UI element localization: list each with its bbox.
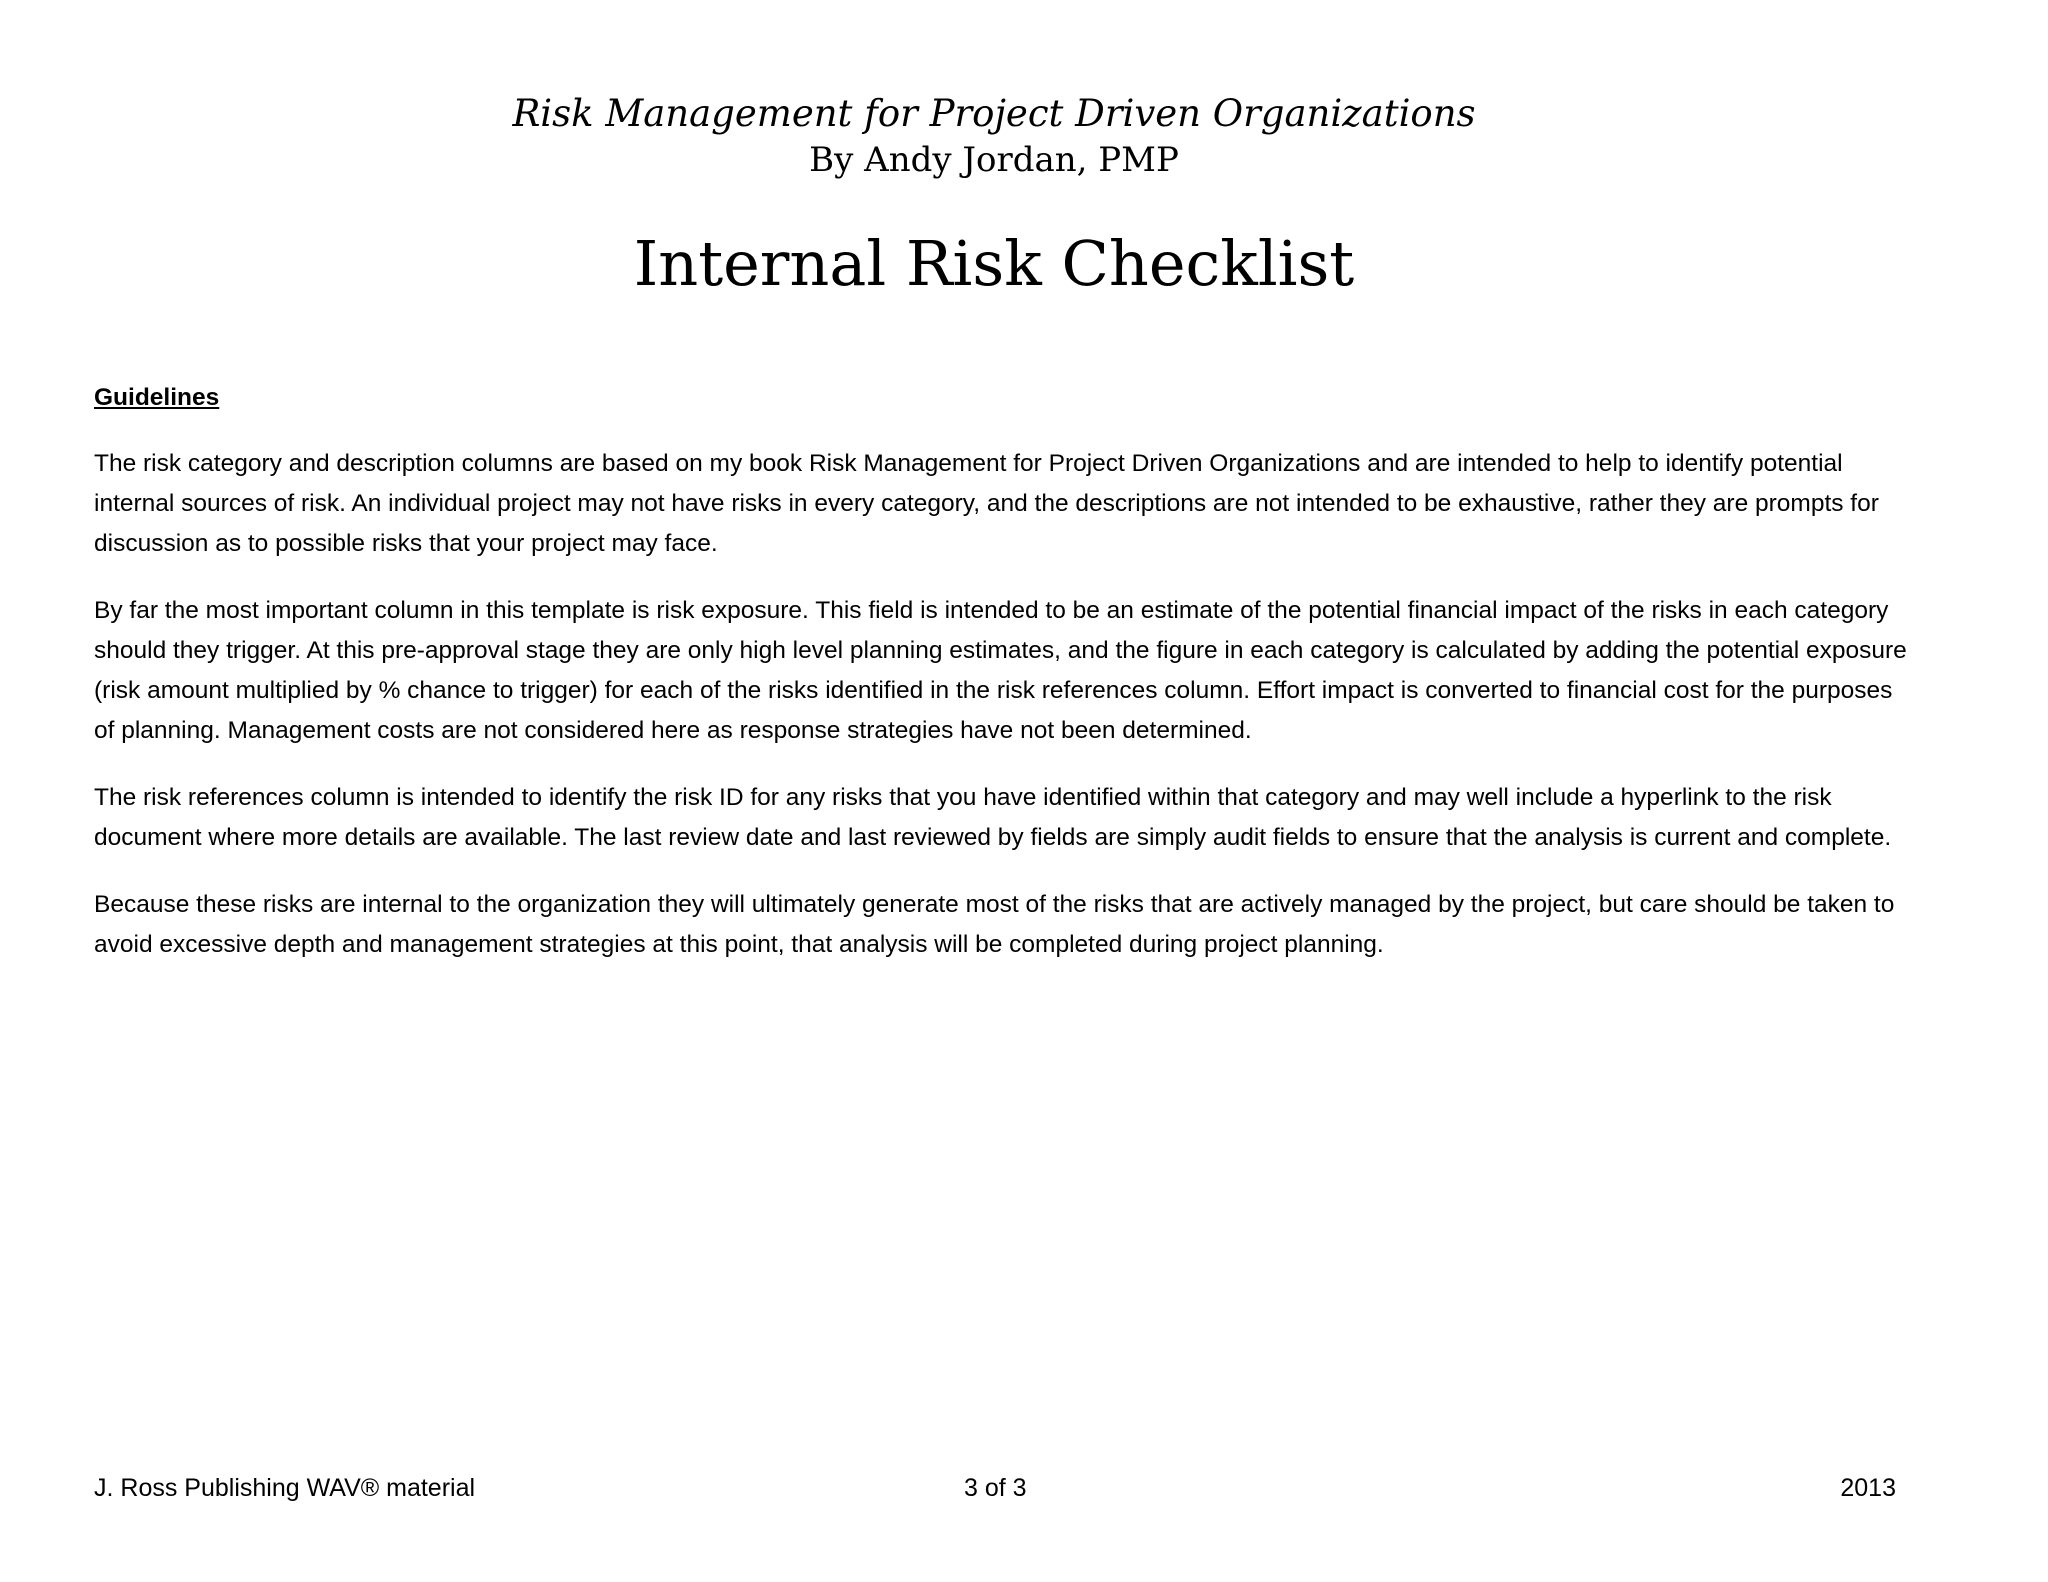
guidelines-paragraph-2: By far the most important column in this template is risk exposure. This field is intended to be an estimate of the potential financial impact of the risks in each category should they trigger. At this pre-approval stage they are only high level planning estimates, and the figure in each category is calculated by adding the potential exposure (risk amount multiplied by % chance to trigger) for each of the risks identified in the risk references column. Effort impact is converted to financial cost for the purposes of planning. Management costs are not considered here as response strategies have not been determined.	[94, 597, 1907, 744]
footer-page-number: 3 of 3	[964, 1474, 1027, 1502]
guidelines-paragraph-4: Because these risks are internal to the organization they will ultimately generate most of the risks that are actively managed by the project, but care should be taken to avoid excessive depth and management strategies at this point, that analysis will be completed during project planning.	[94, 891, 1895, 958]
footer-year: 2013	[1840, 1474, 1896, 1502]
guidelines-paragraph-3: The risk references column is intended to identify the risk ID for any risks that you have identified within that category and may well include a hyperlink to the risk document where more details are available. The last review date and last reviewed by fields are simply audit fields to ensure that the analysis is current and complete.	[94, 784, 1892, 851]
guidelines-heading: Guidelines	[94, 384, 220, 411]
guidelines-paragraph-1: The risk category and description columns are based on my book Risk Management for Project Driven Organizations and are intended to help to identify potential internal sources of risk. An individual project may not have risks in every category, and the descriptions are not intended to be exhaustive, rather they are prompts for discussion as to possible risks that your project may face.	[94, 450, 1879, 557]
author-line: By Andy Jordan, PMP	[809, 140, 1179, 180]
guidelines-section	[94, 378, 1914, 992]
book-title: Risk Management for Project Driven Organizations	[512, 92, 1476, 135]
page-title: Internal Risk Checklist	[633, 227, 1355, 300]
footer-publisher: J. Ross Publishing WAV® material	[94, 1474, 476, 1502]
